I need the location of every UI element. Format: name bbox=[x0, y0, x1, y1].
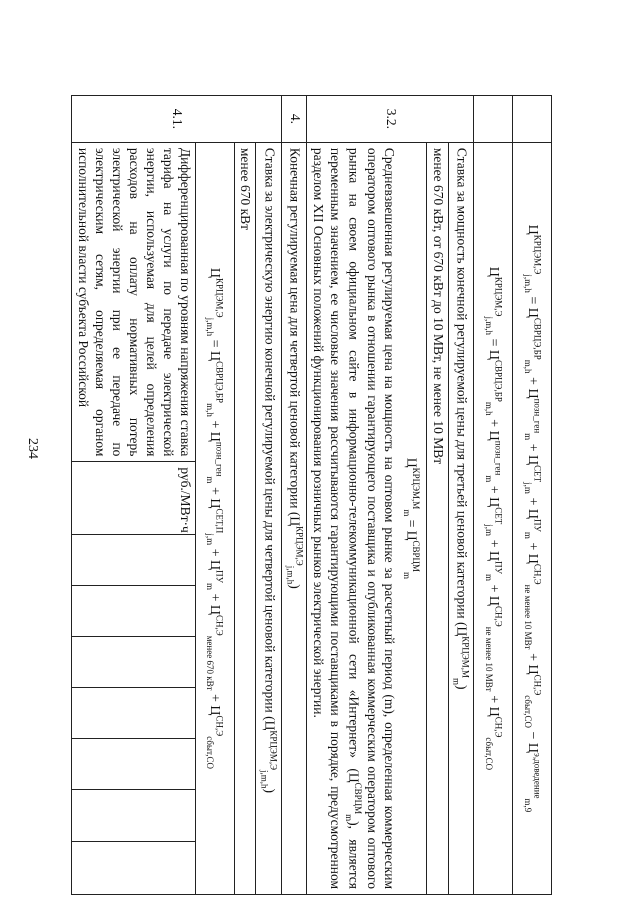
row-number bbox=[513, 96, 552, 143]
range-label: менее 670 кВт bbox=[234, 142, 256, 894]
row-number bbox=[474, 96, 513, 143]
row-number: 3.2. bbox=[307, 96, 474, 143]
value-cell bbox=[72, 688, 195, 739]
avg-price-description: Средневзвешенная регулируемая цена на мощность на оптовом рынке за расчетный период (m), определенная коммерческим оператором оптового рынка в отношении гарантирующего поставщика и опубликованная коммерческим оператором оптового рынка на своем официальном сайте в информационно-телекоммуникационной сети «Интернет» $(Ц^{СВРЦМ}_m)$, является переменным значением, ее числовые значения рассчитываются гарантирующими поставщиками в порядке, предусмотренном разделом XII Основных положений функционирования розничных рынков электрической энергии. bbox=[311, 147, 398, 889]
table-row bbox=[307, 96, 426, 895]
formula-a: $Ц^{КРЦЭМ,Э}_{j,m,h} = Ц^{СВРЦЭ,БР}_{m,h} + Ц^{позн\_ген}_m + Ц^{СЕТ}_{j,m} + Ц^{ПУ}_m + Ц^{СН,Э}_{не менее 10 МВт} + Ц^{СН,Э}_{сбыт,СО} - Ц^{э,доведение}_{m,9}$ bbox=[522, 224, 543, 813]
table-row bbox=[195, 96, 234, 895]
formula-b: $Ц^{КРЦЭМ,Э}_{j,m,h} = Ц^{СВРЦЭ,БР}_{m,h} + Ц^{позн\_ген}_m + Ц^{СЕТ}_{j,m} + Ц^{ПУ}_m + Ц^{СН,Э}_{не менее 10 МВт} + Ц^{СН,Э}_{сбыт,СО}$ bbox=[483, 266, 504, 771]
value-cell bbox=[72, 790, 195, 841]
formula-row-a bbox=[513, 142, 552, 894]
value-cell bbox=[72, 534, 195, 585]
row-number: 4.1. bbox=[72, 96, 281, 143]
diff-rate-description: Дифференцированная по уровням напряжения ставка тарифа на услуги по передаче электрической энергии, используемая для целей определения расходов на оплату нормативных потерь электрической энергии при ее передаче по электрическим сетям, определяемая органом исполнительной власти субъекта Российской bbox=[72, 142, 195, 462]
row-number: 4. bbox=[281, 96, 306, 143]
avg-price-cell bbox=[307, 142, 426, 894]
energy-rate-heading: Ставка за электрическую энергию конечной регулируемой цены для четвертой ценовой категории $(Ц^{КРЦЭМ,Э}_{j,m,h})$ bbox=[256, 142, 281, 894]
table-row bbox=[474, 96, 513, 895]
table-row bbox=[72, 96, 195, 895]
power-rate-heading: Ставка за мощность конечной регулируемой цены для третьей ценовой категории $(Ц^{КРЦЭМ,М}_m)$ bbox=[448, 142, 473, 894]
range-label: менее 670 кВт, от 670 кВт до 10 МВт, не менее 10 МВт bbox=[426, 142, 448, 894]
unit-label: руб./МВт·ч bbox=[72, 462, 195, 534]
formula-c: $Ц^{КРЦЭМ,М}_m = Ц^{СВРЦМ}_m$ bbox=[401, 457, 421, 579]
value-cell bbox=[72, 739, 195, 790]
table-row bbox=[234, 96, 256, 895]
table-row bbox=[256, 96, 281, 895]
table-row bbox=[281, 96, 306, 895]
tariff-table bbox=[71, 95, 552, 895]
table-row bbox=[448, 96, 473, 895]
table-row bbox=[426, 96, 448, 895]
formula-row-b bbox=[474, 142, 513, 894]
final-price-heading: Конечная регулируемая цена для четвертой ценовой категории $(Ц^{КРЦЭМ,Э}_{j,m,h})$ bbox=[281, 142, 306, 894]
value-cell bbox=[72, 585, 195, 636]
value-cell bbox=[72, 841, 195, 894]
value-cell bbox=[72, 637, 195, 688]
formula-row-d bbox=[195, 142, 234, 894]
formula-d: $Ц^{КРЦЭМ,Э}_{j,m,h} = Ц^{СВРЦЭ,БР}_{m,h} + Ц^{позн\_ген}_m + Ц^{СЕТ,П}_{j,m} + Ц^{ПУ}_m + Ц^{СН,Э}_{менее 670 кВт} + Ц^{СН,Э}_{сбыт,СО}$ bbox=[205, 267, 225, 769]
table-row bbox=[513, 96, 552, 895]
page-number: 234 bbox=[25, 438, 40, 459]
